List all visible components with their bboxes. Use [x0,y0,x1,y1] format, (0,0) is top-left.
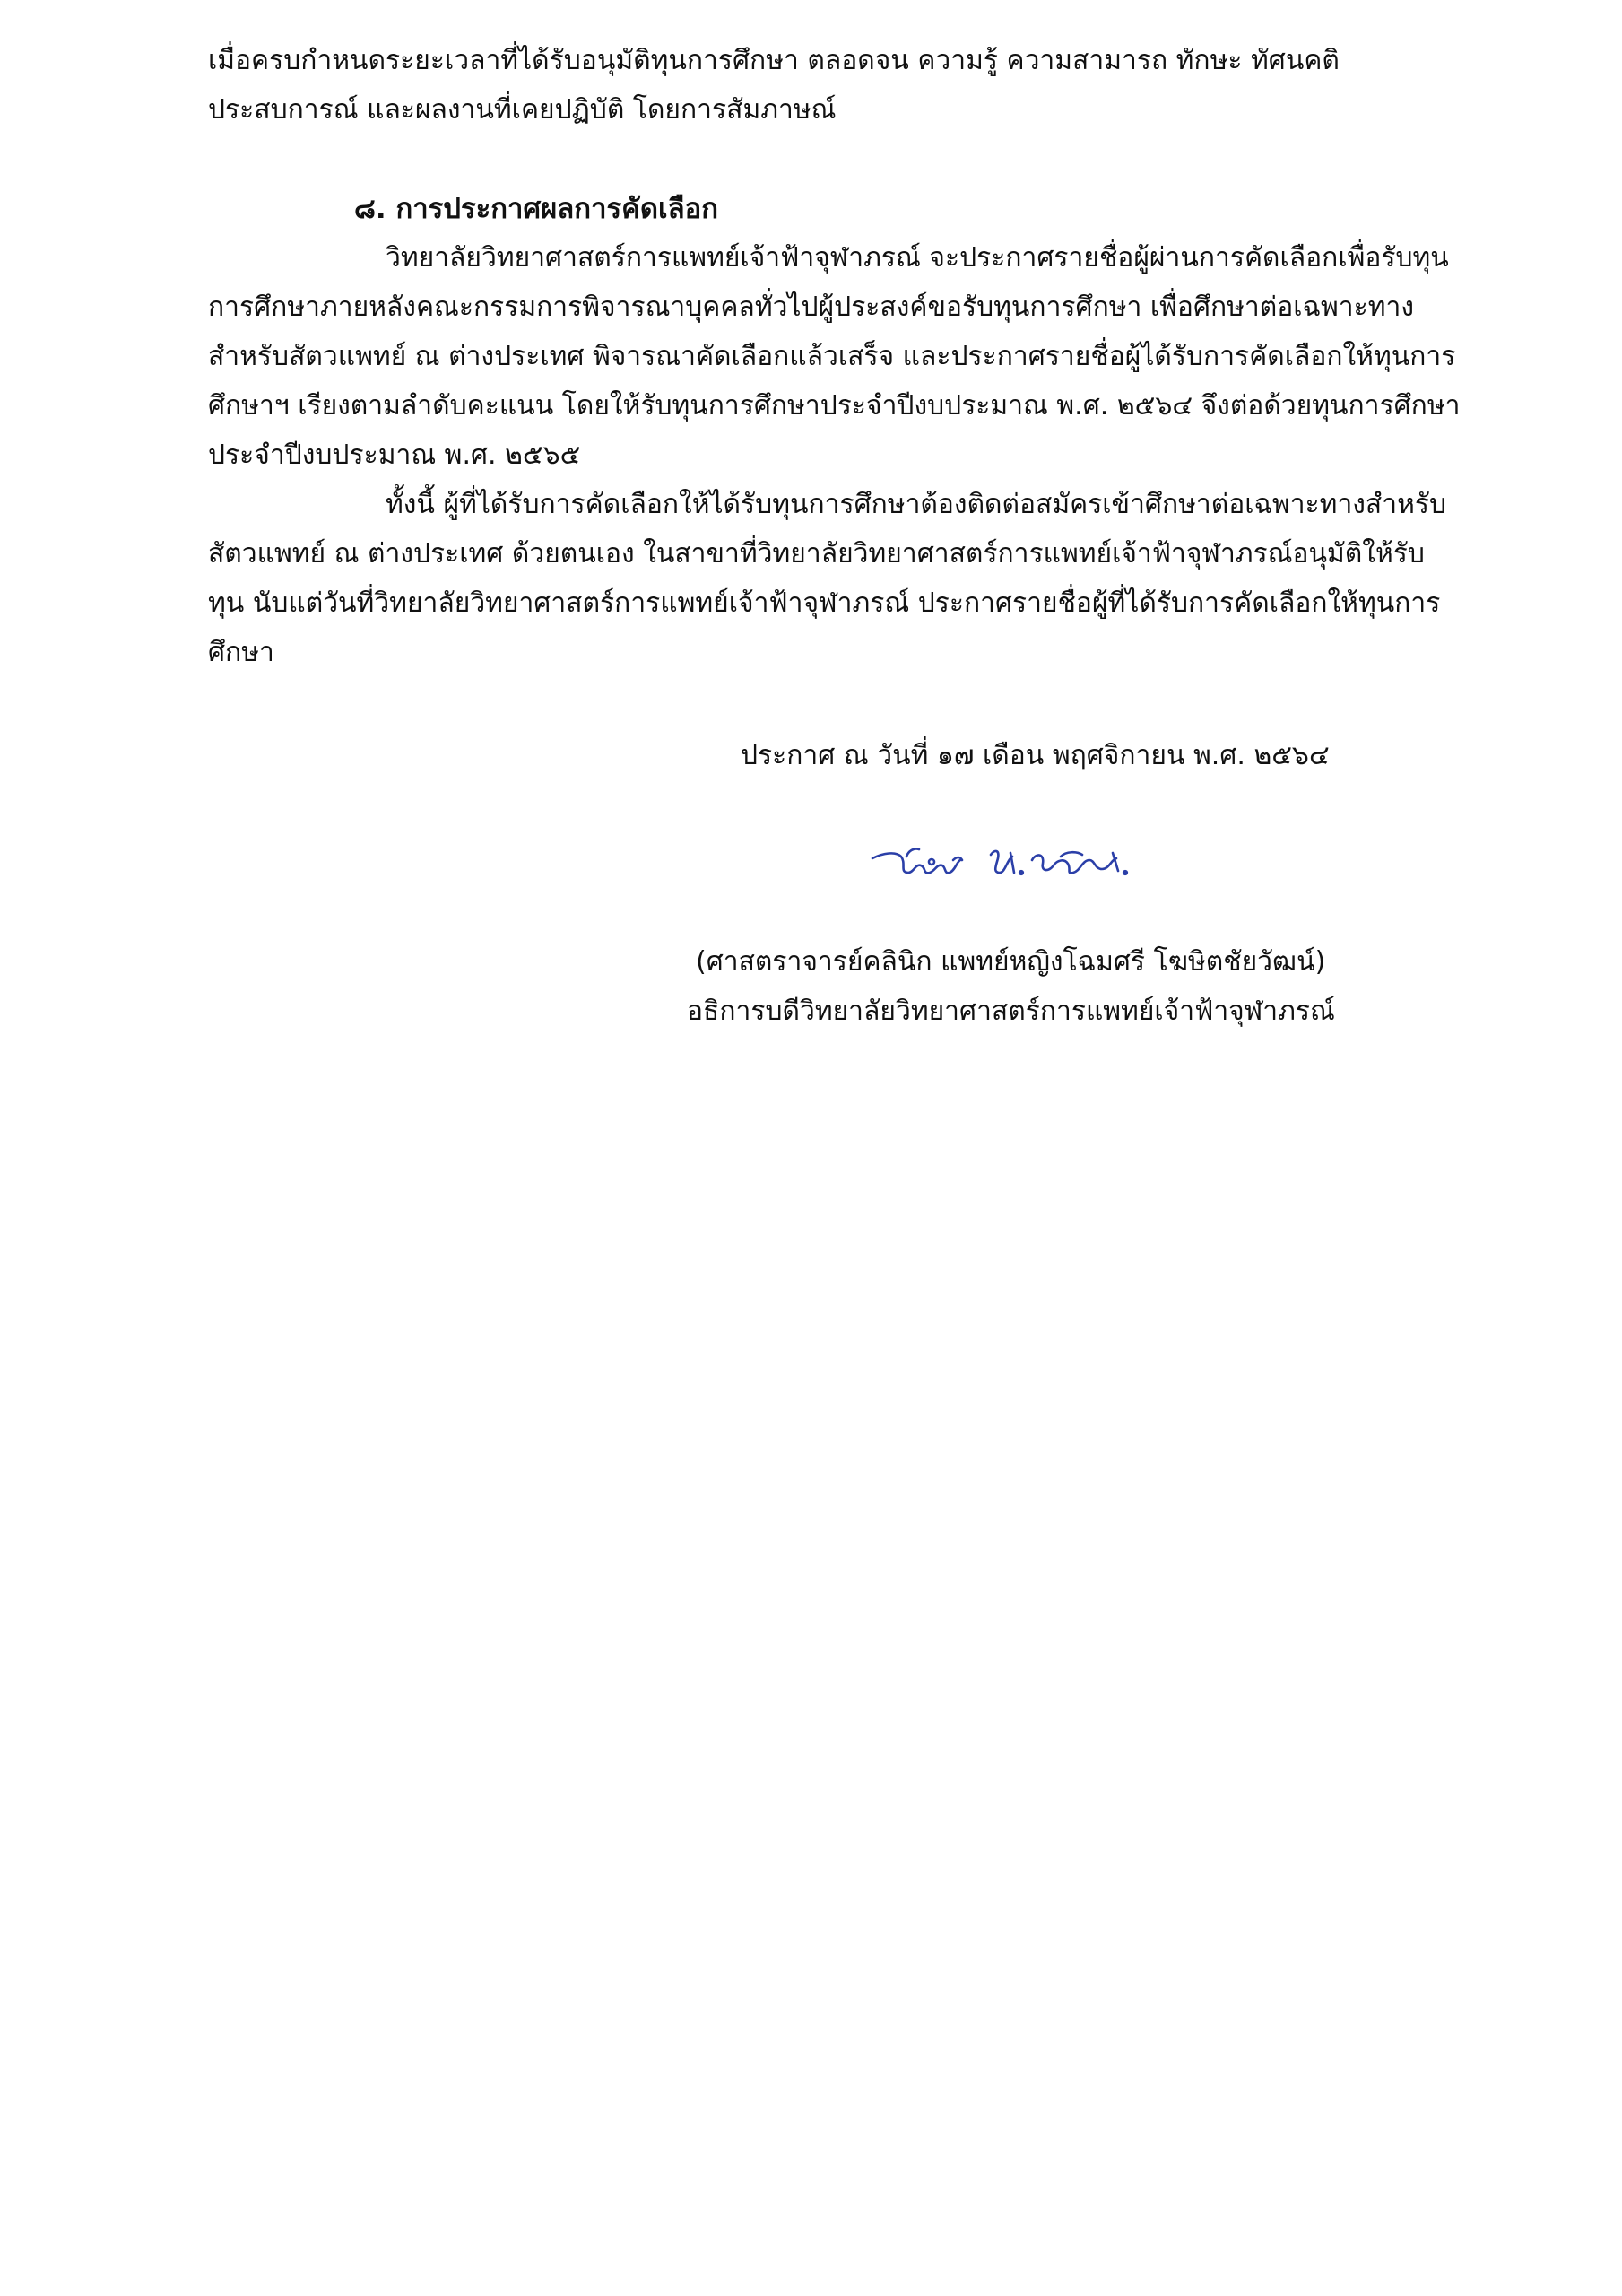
signatory-title: อธิการบดีวิทยาลัยวิทยาศาสตร์การแพทย์เจ้าฟ้าจุฬาภรณ์ [687,996,1335,1027]
paragraph1-line-3: สำหรับสัตวแพทย์ ณ ต่างประเทศ พิจารณาคัดเลือกแล้วเสร็จ และประกาศรายชื่อผู้ได้รับการคัดเลือกให้ทุนการ [208,341,1456,372]
paragraph2-line-2: สัตวแพทย์ ณ ต่างประเทศ ด้วยตนเอง ในสาขาที่วิทยาลัยวิทยาศาสตร์การแพทย์เจ้าฟ้าจุฬาภรณ์อนุมัติให้รับ [208,538,1425,570]
section-heading: ๘. การประกาศผลการคัดเลือก [354,193,718,225]
intro-line-1: เมื่อครบกำหนดระยะเวลาที่ได้รับอนุมัติทุนการศึกษา ตลอดจน ความรู้ ความสามารถ ทักษะ ทัศนคติ [208,45,1340,76]
intro-line-2: ประสบการณ์ และผลงานที่เคยปฏิบัติ โดยการสัมภาษณ์ [208,94,837,126]
paragraph1-line-2: การศึกษาภายหลังคณะกรรมการพิจารณาบุคคลทั่วไปผู้ประสงค์ขอรับทุนการศึกษา เพื่อศึกษาต่อเฉพาะทาง [208,291,1414,323]
announce-date: ประกาศ ณ วันที่ ๑๗ เดือน พฤศจิกายน พ.ศ. ๒๕๖๔ [741,740,1330,771]
paragraph2-line-3: ทุน นับแต่วันที่วิทยาลัยวิทยาศาสตร์การแพทย์เจ้าฟ้าจุฬาภรณ์ ประกาศรายชื่อผู้ที่ได้รับการคัดเลือกให้ทุนการ [208,587,1441,619]
paragraph1-line-1: วิทยาลัยวิทยาศาสตร์การแพทย์เจ้าฟ้าจุฬาภรณ์ จะประกาศรายชื่อผู้ผ่านการคัดเลือกเพื่อรับทุน [386,242,1449,274]
signatory-name: (ศาสตราจารย์คลินิก แพทย์หญิงโฉมศรี โฆษิตชัยวัฒน์) [696,946,1326,978]
signature-image [856,821,1179,901]
paragraph2-line-4: ศึกษา [208,637,274,668]
paragraph1-line-4: ศึกษาฯ เรียงตามลำดับคะแนน โดยให้รับทุนการศึกษาประจำปีงบประมาณ พ.ศ. ๒๕๖๔ จึงต่อด้วยทุนการศึกษา [208,390,1461,422]
paragraph1-line-5: ประจำปีงบประมาณ พ.ศ. ๒๕๖๕ [208,439,581,471]
paragraph2-line-1: ทั้งนี้ ผู้ที่ได้รับการคัดเลือกให้ได้รับทุนการศึกษาต้องติดต่อสมัครเข้าศึกษาต่อเฉพาะทางสำหรับ [386,489,1447,520]
